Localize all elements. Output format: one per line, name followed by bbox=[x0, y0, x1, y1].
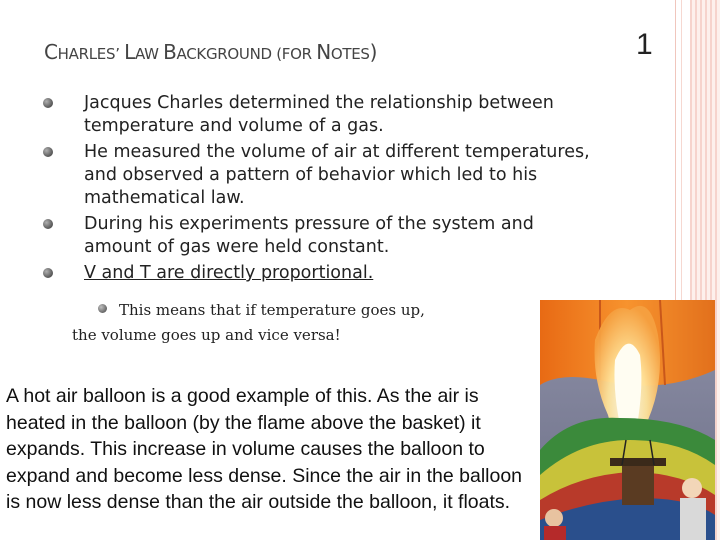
balloon-photo-graphic bbox=[540, 300, 715, 540]
bullet-dot-icon bbox=[43, 219, 53, 229]
hot-air-balloon-photo bbox=[540, 300, 715, 540]
bullet-dot-icon bbox=[98, 304, 107, 313]
sub-bullet: This means that if temperature goes up, the volume goes up and vice versa! bbox=[72, 301, 425, 344]
balloon-paragraph: A hot air balloon is a good example of this. As the air is heated in the balloon (by the flame above the basket) it expands. This increase in volume causes the balloon to expand and become less dense. Since the air in the balloon is now less dense than the air outside the balloon, it floats. bbox=[6, 385, 523, 513]
bullet-dot-icon bbox=[43, 98, 53, 108]
bullet-item: Jacques Charles determined the relationship between temperature and volume of a gas. bbox=[84, 92, 604, 138]
page-number: 1 bbox=[636, 28, 653, 61]
bullet-list bbox=[84, 92, 604, 288]
bullet-item: V and T are directly proportional. bbox=[84, 262, 604, 285]
bullet-item: During his experiments pressure of the system and amount of gas were held constant. bbox=[84, 213, 604, 259]
bullet-item: He measured the volume of air at different temperatures, and observed a pattern of behavior which led to his mathematical law. bbox=[84, 141, 604, 210]
bullet-dot-icon bbox=[43, 147, 53, 157]
slide-title: CHARLES’ LAW BACKGROUND (FOR NOTES) bbox=[44, 40, 378, 64]
bullet-dot-icon bbox=[43, 268, 53, 278]
